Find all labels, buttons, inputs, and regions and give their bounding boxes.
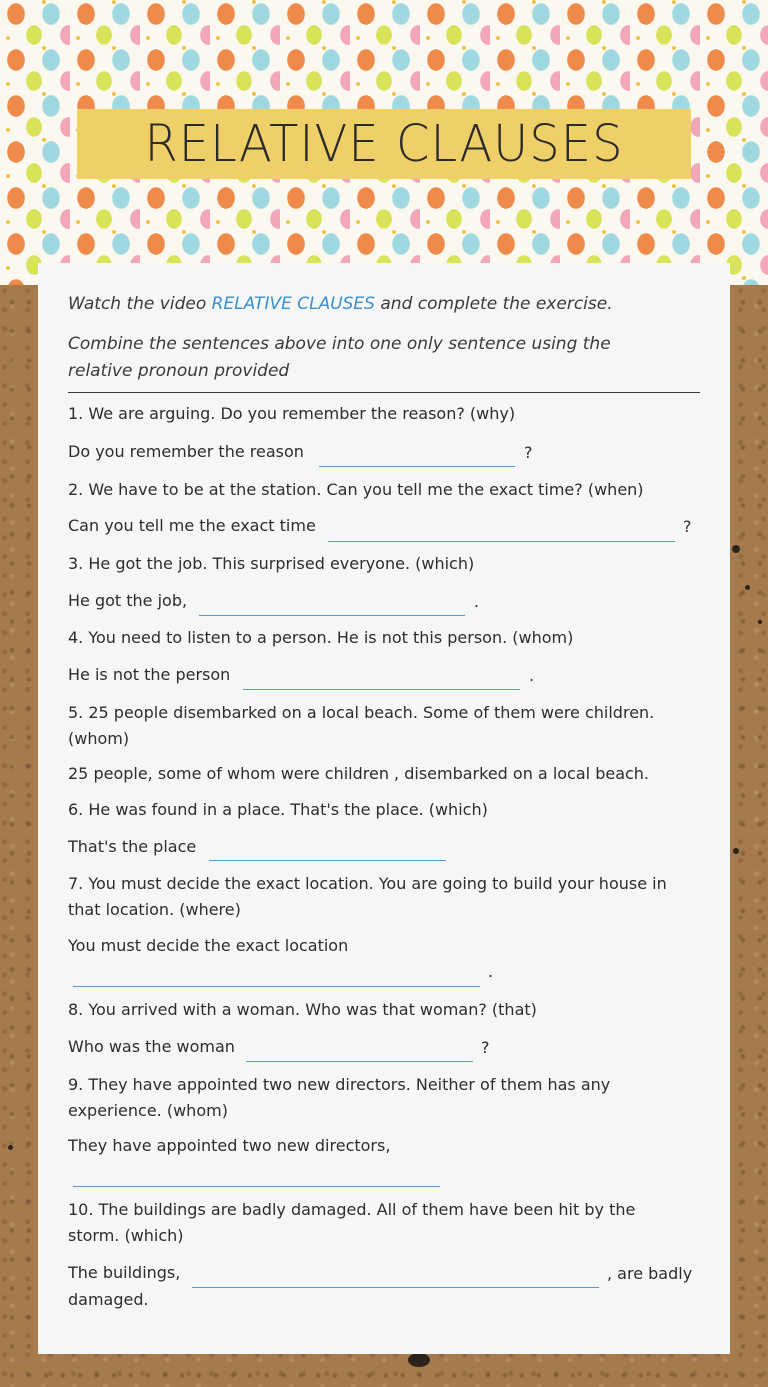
question-3-prompt: 3. He got the job. This surprised everyone. (which) — [68, 554, 475, 573]
question-4-answer-prefix: He is not the person — [68, 665, 231, 684]
question-2-answer-prefix: Can you tell me the exact time — [68, 516, 316, 535]
question-5-answer: 25 people, some of whom were children , disembarked on a local beach. — [68, 764, 650, 783]
answer-10-tail: damaged. — [68, 1290, 149, 1309]
instructions-text: and complete the exercise. — [374, 294, 613, 314]
answer-3-suffix: . — [474, 592, 480, 611]
answer-3-input[interactable] — [199, 615, 465, 616]
instructions-line-2: Combine the sentences above into one only sentence using the relative pronoun provided — [68, 334, 611, 381]
cork-spot — [745, 585, 750, 590]
cork-spot — [8, 1145, 13, 1150]
answer-4-input[interactable] — [243, 689, 520, 690]
instructions-text: Watch the video — [68, 294, 212, 314]
answer-1-input[interactable] — [319, 466, 515, 467]
answer-1-suffix: ? — [524, 443, 533, 462]
question-3-answer-prefix: He got the job, — [68, 591, 188, 610]
question-9-answer-prefix: They have appointed two new directors, — [68, 1136, 391, 1155]
question-10-prompt: 10. The buildings are badly damaged. All of them have been hit by the storm. (which) — [68, 1200, 636, 1245]
video-link[interactable]: RELATIVE CLAUSES — [211, 294, 375, 314]
answer-2-suffix: ? — [683, 517, 692, 536]
question-1-answer-prefix: Do you remember the reason — [68, 442, 304, 461]
answer-7-input[interactable] — [73, 986, 480, 987]
answer-9-input[interactable] — [73, 1186, 440, 1187]
cork-spot — [758, 620, 762, 624]
question-7-answer-prefix: You must decide the exact location — [68, 936, 349, 955]
cork-spot — [733, 848, 739, 854]
answer-10-suffix: , are badly — [607, 1264, 693, 1283]
divider — [68, 392, 700, 393]
answer-2-input[interactable] — [328, 541, 675, 542]
question-1-prompt: 1. We are arguing. Do you remember the reason? (why) — [68, 404, 516, 423]
cork-spot — [408, 1353, 430, 1367]
answer-6-input[interactable] — [209, 860, 446, 861]
question-9-prompt: 9. They have appointed two new directors. Neither of them has any experience. (whom) — [68, 1075, 611, 1120]
answer-8-suffix: ? — [481, 1038, 490, 1057]
question-6-prompt: 6. He was found in a place. That's the place. (which) — [68, 800, 488, 819]
question-4-prompt: 4. You need to listen to a person. He is not this person. (whom) — [68, 628, 574, 647]
question-10-answer-prefix: The buildings, — [68, 1263, 181, 1282]
answer-4-suffix: . — [529, 666, 535, 685]
question-2-prompt: 2. We have to be at the station. Can you tell me the exact time? (when) — [68, 480, 644, 499]
answer-7-suffix: . — [488, 962, 494, 981]
cork-spot — [732, 545, 740, 553]
page-title: RELATIVE CLAUSES — [144, 114, 624, 174]
answer-8-input[interactable] — [246, 1061, 473, 1062]
question-7-prompt: 7. You must decide the exact location. You are going to build your house in that location. (where) — [68, 874, 667, 919]
question-8-prompt: 8. You arrived with a woman. Who was that woman? (that) — [68, 1000, 537, 1019]
question-6-answer-prefix: That's the place — [68, 837, 197, 856]
question-5-prompt: 5. 25 people disembarked on a local beach. Some of them were children. (whom) — [68, 703, 655, 748]
title-banner — [77, 109, 691, 179]
instructions-line-1 — [68, 294, 613, 314]
question-8-answer-prefix: Who was the woman — [68, 1037, 235, 1056]
